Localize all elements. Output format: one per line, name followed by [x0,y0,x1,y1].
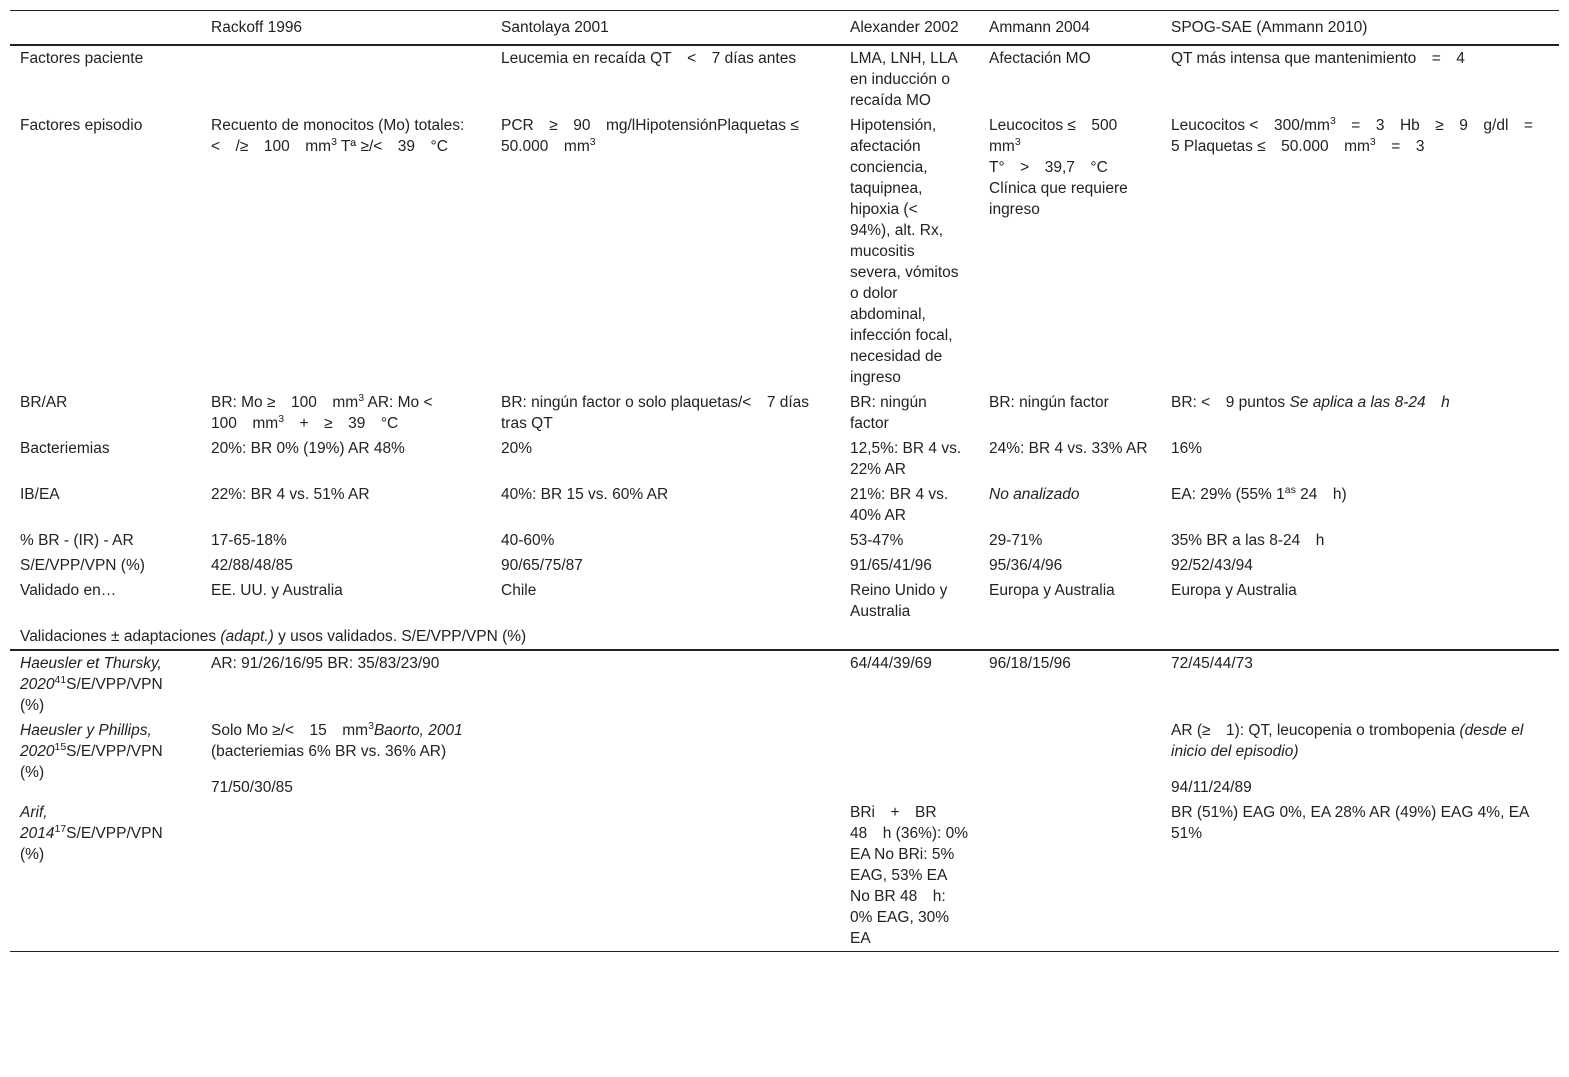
row-label: Bacteriemias [20,440,110,457]
row-pct-br-ir-ar [10,528,1559,553]
header-rackoff: Rackoff 1996 [211,19,303,36]
row-label: IB/EA [20,486,60,503]
text: S/E/VPP/VPN (%) [20,676,163,714]
italic-text: (adapt.) [220,628,274,645]
superscript: 3 [358,391,365,404]
text: y usos validados. S/E/VPP/VPN (%) [273,628,527,645]
cell-santolaya: 40%: BR 15 vs. 60% AR [501,486,669,503]
cell-alexander: BRi + BR 48 h (36%): 0% EA No BRi: 5% EAG, 53% EA No BR 48 h: 0% EAG, 30% EA [850,804,969,947]
header-spog-sae: SPOG-SAE (Ammann 2010) [1171,19,1368,36]
text: Leucocitos ≤ 500 mm [989,117,1133,155]
cell-alexander: Hipotensión, afectación conciencia, taquipnea, hipoxia (< 94%), alt. Rx, mucositis severa, vómitos o dolor abdominal, infección focal, necesidad de ingreso [850,117,959,386]
cell-santolaya [491,650,840,718]
italic-text: Se aplica a las 8-24 h [1289,394,1450,411]
row-arif [10,800,1559,952]
superscript: 3 [589,135,596,148]
cell-rackoff [201,718,491,800]
row-bacteriemias [10,436,1559,482]
cell-rackoff [201,45,491,113]
text: = 3 [1375,138,1425,155]
text: Tª ≥/< 39 °C [336,138,448,155]
section-header-validaciones [10,624,1559,650]
cell-rackoff: 17-65-18% [211,532,287,549]
cell-ammann-2004 [979,800,1161,952]
header-row [10,11,1559,46]
cell-alexander: Reino Unido y Australia [850,582,948,620]
row-haeusler-phillips [10,718,1559,800]
row-factores-paciente [10,45,1559,113]
row-br-ar [10,390,1559,436]
superscript: 3 [278,412,285,425]
cell-santolaya: 20% [501,440,533,457]
reference-number: 17 [54,822,67,835]
italic-text: Haeusler et Thursky, 2020 [20,655,162,693]
cell-santolaya: Chile [501,582,537,599]
cell-alexander: LMA, LNH, LLA en inducción o recaída MO [850,50,957,109]
text: S/E/VPP/VPN (%) [20,825,163,863]
cell-rackoff: 42/88/48/85 [211,557,293,574]
cell-ammann-2004: 95/36/4/96 [989,557,1063,574]
cell-ammann-2004: 24%: BR 4 vs. 33% AR [989,440,1148,457]
row-label: BR/AR [20,394,68,411]
cell-santolaya [491,800,840,952]
cell-ammann-2004: BR: ningún factor [989,394,1109,411]
cell-ammann-2004: Afectación MO [989,50,1091,67]
text: (bacteriemias 6% BR vs. 36% AR) [211,743,447,760]
italic-text: (desde el inicio del episodio) [1171,722,1524,760]
row-ib-ea [10,482,1559,528]
cell-ammann-2004: Europa y Australia [989,582,1115,599]
cell-ammann-2004: No analizado [989,486,1080,503]
cell-spog [1161,718,1559,800]
cell-ammann-2004 [979,718,1161,800]
cell-santolaya: Leucemia en recaída QT < 7 días antes [501,50,797,67]
italic-text: Baorto, 2001 [373,722,463,739]
cell-ammann-2004 [979,113,1161,390]
cell-spog [1161,390,1559,436]
row-label: Factores paciente [20,50,144,67]
row-haeusler-thursky [10,650,1559,718]
row-label [10,718,201,800]
text: 24 h) [1295,486,1347,503]
cell-rackoff: 22%: BR 4 vs. 51% AR [211,486,370,503]
cell-rackoff [201,800,491,952]
text: AR: Mo < 100 mm [211,394,449,432]
text: Recuento de monocitos (Mo) totales: < /≥ 100 mm [211,117,465,155]
cell-ammann-2004: 29-71% [989,532,1043,549]
cell-rackoff [201,113,491,390]
cell-santolaya [491,718,840,800]
text: EA: 29% (55% 1 [1171,486,1285,503]
header-santolaya: Santolaya 2001 [501,19,609,36]
value: 94/11/24/89 [1171,779,1252,796]
cell-spog: 72/45/44/73 [1171,655,1253,672]
row-label: Factores episodio [20,117,143,134]
cell-ammann-2004: 96/18/15/96 [989,655,1071,672]
cell-alexander: 21%: BR 4 vs. 40% AR [850,486,949,524]
row-label [10,800,201,952]
row-label: Validado en… [20,582,117,599]
cell-spog: QT más intensa que mantenimiento = 4 [1171,50,1465,67]
cell-rackoff: AR: 91/26/16/95 BR: 35/83/23/90 [211,655,440,672]
text: Validaciones ± adaptaciones [20,628,221,645]
cell-spog: 92/52/43/94 [1171,557,1253,574]
row-label: % BR - (IR) - AR [20,532,134,549]
cell-spog: Europa y Australia [1171,582,1297,599]
cell-rackoff: EE. UU. y Australia [211,582,343,599]
cell-spog: BR (51%) EAG 0%, EA 28% AR (49%) EAG 4%, EA 51% [1171,804,1529,842]
reference-number: 15 [54,740,67,753]
superscript: 3 [1329,114,1336,127]
superscript: 3 [368,719,374,732]
superscript: 3 [1369,135,1376,148]
cell-alexander: BR: ningún factor [850,394,927,432]
cell-santolaya: 90/65/75/87 [501,557,583,574]
row-sevpp [10,553,1559,578]
cell-spog [1161,113,1559,390]
text: T° > 39,7 °C Clínica que requiere ingreso [989,159,1128,218]
superscript: 3 [331,135,337,148]
text: + ≥ 39 °C [284,415,399,432]
header-alexander: Alexander 2002 [850,19,959,36]
text: BR: Mo ≥ 100 mm [211,394,359,411]
row-label [10,650,201,718]
text: S/E/VPP/VPN (%) [20,743,163,781]
text: AR (≥ 1): QT, leucopenia o trombopenia [1171,722,1460,739]
row-label: S/E/VPP/VPN (%) [20,557,145,574]
cell-rackoff [201,390,491,436]
cell-santolaya: BR: ningún factor o solo plaquetas/< 7 días tras QT [501,394,810,432]
header-ammann-2004: Ammann 2004 [989,19,1090,36]
text: Leucocitos < 300/mm [1171,117,1330,134]
cell-alexander: 12,5%: BR 4 vs. 22% AR [850,440,962,478]
cell-alexander [840,718,979,800]
superscript: 3 [1014,135,1021,148]
text: Solo Mo ≥/< 15 mm [211,722,369,739]
cell-rackoff: 20%: BR 0% (19%) AR 48% [211,440,405,457]
reference-number: 41 [54,673,67,686]
superscript: as [1284,483,1296,496]
cell-santolaya [491,113,840,390]
italic-text: Arif, 2014 [20,804,55,842]
row-factores-episodio [10,113,1559,390]
row-validado [10,578,1559,624]
text: PCR ≥ 90 mg/lHipotensiónPlaquetas ≤ 50.000 mm [501,117,815,155]
text: = 3 Hb ≥ 9 g/dl = 5 Plaquetas ≤ 50.000 mm [1171,117,1549,155]
cell-spog [1161,482,1559,528]
risk-scores-table [10,10,1559,952]
header-empty [10,11,201,46]
text: BR: < 9 puntos [1171,394,1290,411]
cell-spog: 35% BR a las 8-24 h [1171,532,1325,549]
cell-alexander: 53-47% [850,532,904,549]
cell-spog: 16% [1171,440,1203,457]
cell-santolaya: 40-60% [501,532,555,549]
value: 71/50/30/85 [211,779,293,796]
cell-alexander: 64/44/39/69 [850,655,932,672]
section-title [10,624,1559,650]
italic-text: Haeusler y Phillips, 2020 [20,722,152,760]
cell-alexander: 91/65/41/96 [850,557,932,574]
